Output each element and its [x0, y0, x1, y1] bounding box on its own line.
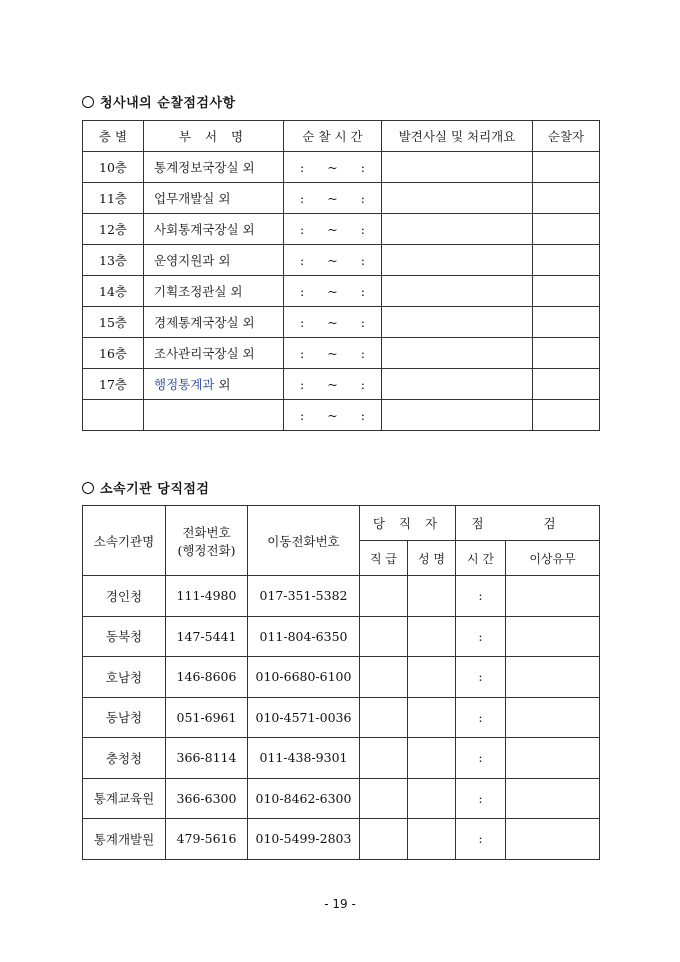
org-cell: 통계개발원 [83, 819, 166, 860]
patroller-cell [533, 338, 600, 369]
floor-cell: 13층 [83, 245, 144, 276]
patroller-cell [533, 369, 600, 400]
dept-cell [144, 400, 284, 431]
circle-bullet-icon [82, 96, 94, 108]
org-cell: 충청청 [83, 738, 166, 779]
dept-link[interactable]: 행정통계과 [154, 377, 215, 392]
patrol-table [82, 120, 600, 431]
dept-cell: 경제통계국장실 외 [144, 307, 284, 338]
time-cell: : [456, 697, 506, 738]
org-cell: 호남청 [83, 657, 166, 698]
header-findings: 발견사실 및 처리개요 [382, 121, 533, 152]
time-cell: : ~ : [284, 276, 382, 307]
patroller-cell [533, 400, 600, 431]
findings-cell [382, 338, 533, 369]
patroller-cell [533, 214, 600, 245]
header-name: 성 명 [408, 541, 456, 576]
header-dept: 부 서 명 [144, 121, 284, 152]
header-duty: 당 직 자 [360, 506, 456, 541]
duty-header-row [83, 506, 600, 541]
header-phone: 전화번호 (행정전화) [166, 506, 248, 576]
org-cell: 동북청 [83, 616, 166, 657]
time-cell: : ~ : [284, 369, 382, 400]
header-time: 순 찰 시 간 [284, 121, 382, 152]
issue-cell [506, 697, 600, 738]
time-cell: : [456, 657, 506, 698]
issue-cell [506, 738, 600, 779]
patrol-row [83, 183, 600, 214]
time-cell: : [456, 738, 506, 779]
mobile-cell: 017-351-5382 [248, 576, 360, 617]
time-cell: : ~ : [284, 214, 382, 245]
patroller-cell [533, 152, 600, 183]
name-cell [408, 778, 456, 819]
patrol-row [83, 152, 600, 183]
patrol-row [83, 307, 600, 338]
duty-row [83, 616, 600, 657]
floor-cell: 16층 [83, 338, 144, 369]
phone-cell: 146-8606 [166, 657, 248, 698]
findings-cell [382, 214, 533, 245]
time-cell: : ~ : [284, 245, 382, 276]
patrol-row [83, 214, 600, 245]
header-org: 소속기관명 [83, 506, 166, 576]
floor-cell: 12층 [83, 214, 144, 245]
header-patroller: 순찰자 [533, 121, 600, 152]
patrol-row [83, 400, 600, 431]
mobile-cell: 010-6680-6100 [248, 657, 360, 698]
patroller-cell [533, 276, 600, 307]
time-cell: : [456, 819, 506, 860]
duty-row [83, 819, 600, 860]
dept-cell: 업무개발실 외 [144, 183, 284, 214]
header-rank: 직 급 [360, 541, 408, 576]
issue-cell [506, 657, 600, 698]
mobile-cell: 010-8462-6300 [248, 778, 360, 819]
patrol-row [83, 338, 600, 369]
rank-cell [360, 778, 408, 819]
rank-cell [360, 616, 408, 657]
duty-table [82, 505, 600, 860]
findings-cell [382, 276, 533, 307]
findings-cell [382, 152, 533, 183]
dept-cell: 기획조정관실 외 [144, 276, 284, 307]
phone-cell: 111-4980 [166, 576, 248, 617]
circle-bullet-icon [82, 482, 94, 494]
patroller-cell [533, 245, 600, 276]
name-cell [408, 616, 456, 657]
phone-cell: 147-5441 [166, 616, 248, 657]
dept-cell: 운영지원과 외 [144, 245, 284, 276]
patroller-cell [533, 183, 600, 214]
dept-cell: 통계정보국장실 외 [144, 152, 284, 183]
findings-cell [382, 245, 533, 276]
duty-row [83, 697, 600, 738]
dept-cell: 행정통계과 외 [144, 369, 284, 400]
mobile-cell: 011-438-9301 [248, 738, 360, 779]
issue-cell [506, 778, 600, 819]
floor-cell: 11층 [83, 183, 144, 214]
issue-cell [506, 819, 600, 860]
name-cell [408, 819, 456, 860]
rank-cell [360, 576, 408, 617]
duty-row [83, 657, 600, 698]
mobile-cell: 010-5499-2803 [248, 819, 360, 860]
header-time: 시 간 [456, 541, 506, 576]
header-floor: 층 별 [83, 121, 144, 152]
patroller-cell [533, 307, 600, 338]
time-cell: : ~ : [284, 307, 382, 338]
time-cell: : [456, 576, 506, 617]
issue-cell [506, 616, 600, 657]
phone-cell: 479-5616 [166, 819, 248, 860]
rank-cell [360, 738, 408, 779]
name-cell [408, 738, 456, 779]
phone-cell: 366-8114 [166, 738, 248, 779]
dept-cell: 조사관리국장실 외 [144, 338, 284, 369]
patrol-row [83, 245, 600, 276]
patrol-row [83, 276, 600, 307]
org-cell: 통계교육원 [83, 778, 166, 819]
issue-cell [506, 576, 600, 617]
name-cell [408, 576, 456, 617]
name-cell [408, 697, 456, 738]
floor-cell: 10층 [83, 152, 144, 183]
floor-cell: 17층 [83, 369, 144, 400]
header-check: 점 검 [456, 506, 600, 541]
mobile-cell: 010-4571-0036 [248, 697, 360, 738]
duty-row [83, 738, 600, 779]
floor-cell: 14층 [83, 276, 144, 307]
time-cell: : [456, 778, 506, 819]
phone-cell: 366-6300 [166, 778, 248, 819]
org-cell: 경인청 [83, 576, 166, 617]
findings-cell [382, 307, 533, 338]
section1-title: 청사내의 순찰점검사항 [82, 92, 236, 111]
time-cell: : ~ : [284, 338, 382, 369]
page-number: - 19 - [324, 897, 356, 911]
time-cell: : ~ : [284, 400, 382, 431]
time-cell: : [456, 616, 506, 657]
phone-cell: 051-6961 [166, 697, 248, 738]
time-cell: : ~ : [284, 183, 382, 214]
patrol-row [83, 369, 600, 400]
org-cell: 동남청 [83, 697, 166, 738]
section2-title: 소속기관 당직점검 [82, 478, 210, 497]
rank-cell [360, 697, 408, 738]
rank-cell [360, 819, 408, 860]
rank-cell [360, 657, 408, 698]
duty-row [83, 778, 600, 819]
header-issue: 이상유무 [506, 541, 600, 576]
floor-cell [83, 400, 144, 431]
mobile-cell: 011-804-6350 [248, 616, 360, 657]
findings-cell [382, 183, 533, 214]
findings-cell [382, 369, 533, 400]
time-cell: : ~ : [284, 152, 382, 183]
name-cell [408, 657, 456, 698]
duty-row [83, 576, 600, 617]
floor-cell: 15층 [83, 307, 144, 338]
dept-cell: 사회통계국장실 외 [144, 214, 284, 245]
findings-cell [382, 400, 533, 431]
header-mobile: 이동전화번호 [248, 506, 360, 576]
patrol-header-row [83, 121, 600, 152]
